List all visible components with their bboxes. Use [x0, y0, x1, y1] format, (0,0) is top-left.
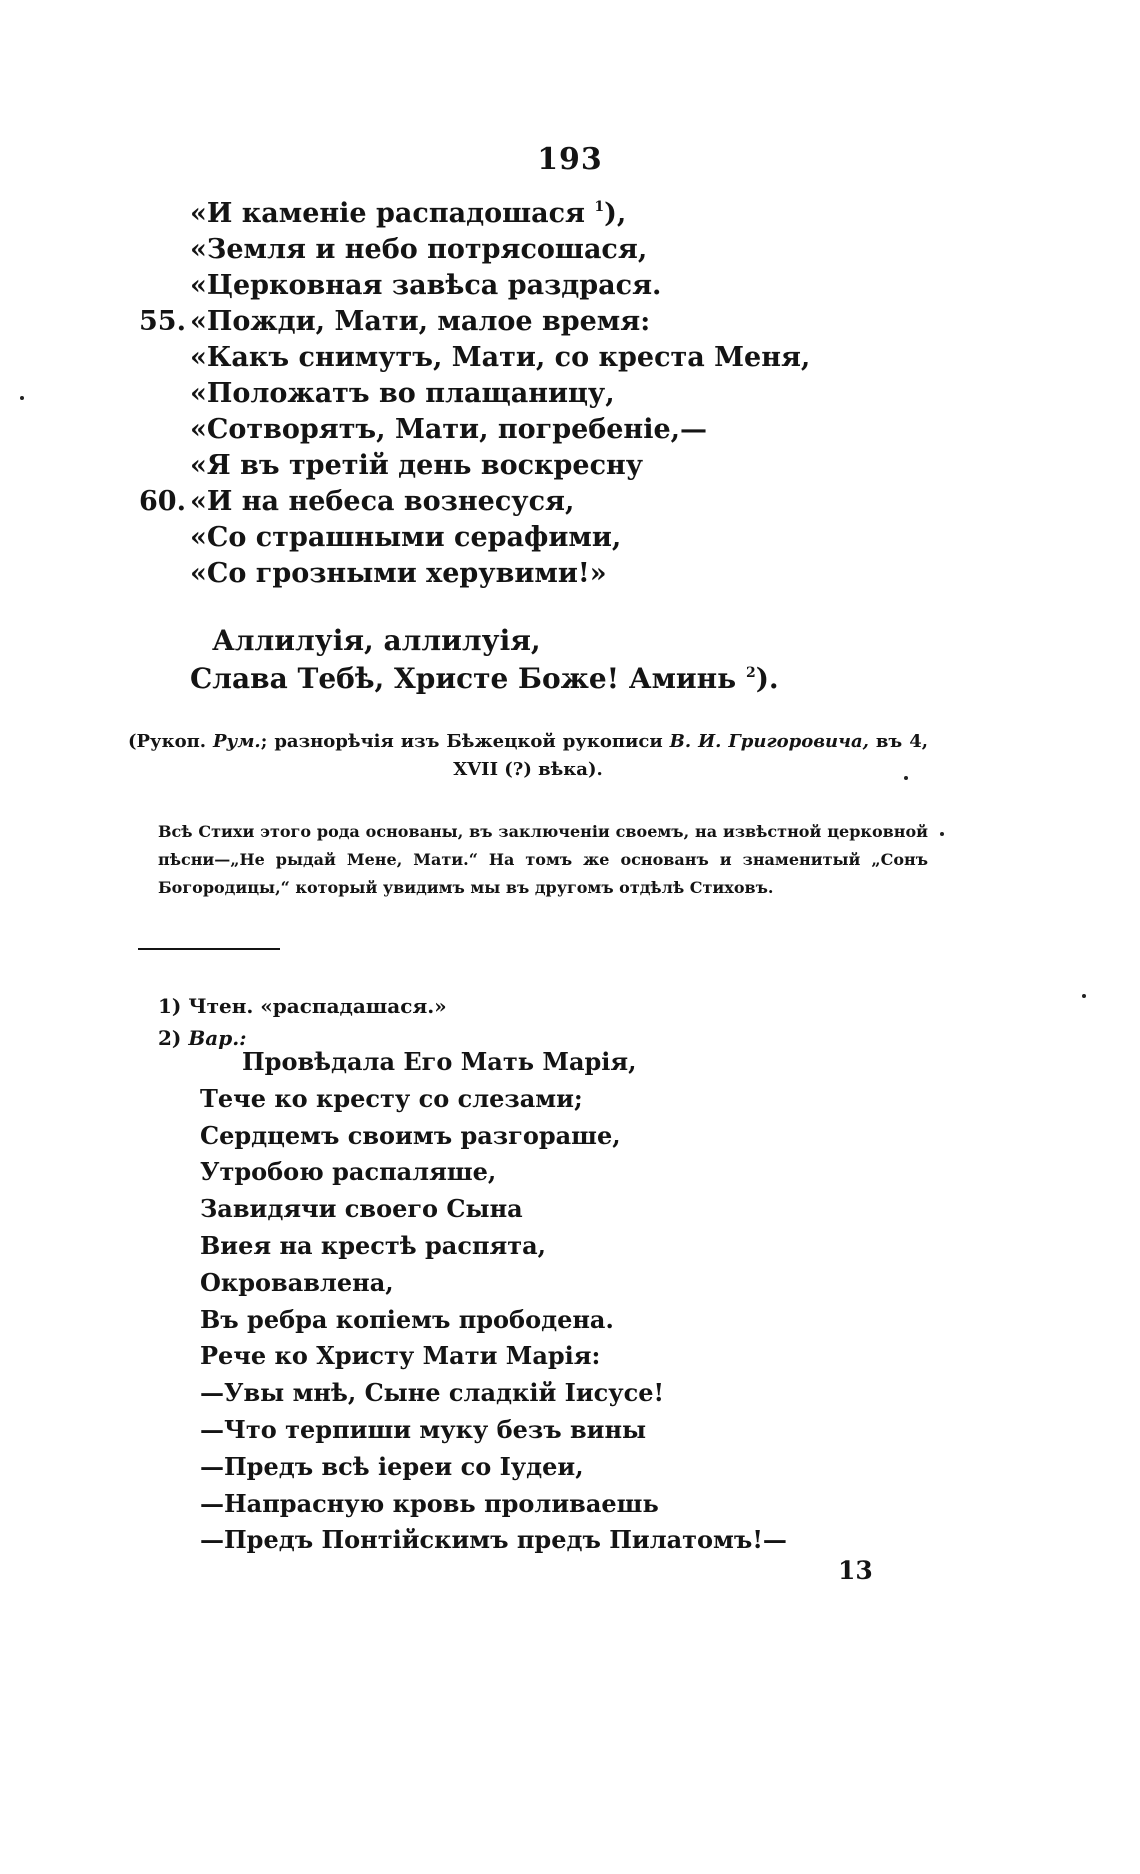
variant-line: Завидячи своего Сына: [200, 1194, 523, 1224]
line-number: 60.: [139, 486, 186, 517]
print-speck: [904, 776, 908, 780]
verse-line: [190, 412, 810, 448]
print-speck: [20, 396, 24, 400]
source-line-1: [128, 728, 928, 756]
print-speck: [940, 832, 944, 836]
source-citation: [128, 728, 928, 784]
verse-line: [190, 340, 810, 376]
variant-verse: [200, 1044, 787, 1559]
variant-line: —Напрасную кровь проливаешь: [200, 1488, 659, 1518]
verse-line: [190, 520, 810, 556]
source-rum: Рум.: [213, 731, 261, 752]
page-number: 193: [537, 142, 603, 177]
source-middle: ; разнорѣчія изъ Бѣжецкой рукописи: [260, 731, 670, 752]
variant-line: Виея на крестѣ распята,: [200, 1230, 547, 1260]
refrain: [190, 622, 779, 698]
source-line-2: XVII (?) вѣка).: [453, 759, 603, 780]
variant-line: —Увы мнѣ, Сыне сладкій Іисусе!: [200, 1378, 665, 1408]
variant-line: —Что терпиши муку безъ вины: [200, 1414, 647, 1444]
variant-line: Провѣдала Его Мать Марія,: [242, 1047, 637, 1076]
footnote-2-mark: 2): [158, 1026, 182, 1050]
line-number: 55.: [139, 306, 186, 337]
verse-line: [190, 268, 810, 304]
verse-line: [190, 376, 810, 412]
verse-text: «Пожди, Мати, малое время:: [190, 306, 651, 337]
footnote-ref-2: 2: [745, 665, 756, 681]
footnote-1-mark: 1): [158, 994, 182, 1018]
footnote-ref: 1: [594, 199, 605, 215]
footnote-1-text: Чтен. «распадашася.»: [188, 994, 447, 1018]
variant-line: Въ ребра копіемъ прободена.: [200, 1304, 614, 1334]
variant-line: —Предъ Понтійскимъ предъ Пилатомъ!—: [200, 1525, 787, 1555]
verse-text: «Какъ снимутъ, Мати, со креста Меня,: [190, 342, 811, 373]
verse-line: [139, 484, 810, 520]
source-author: В. И. Григоровича,: [669, 731, 869, 752]
refrain-line-2: [190, 660, 779, 698]
verse-text: «Я въ третій день воскресну: [190, 450, 644, 481]
footnote-divider: [138, 948, 280, 950]
footnote-2-label: Вар.:: [188, 1026, 247, 1050]
variant-line: Рече ко Христу Мати Марія:: [200, 1341, 601, 1371]
verse-text: «И на небеса вознесуся,: [190, 486, 575, 517]
verse-line: [190, 448, 810, 484]
print-speck: [1082, 994, 1086, 998]
footnote-1: [158, 990, 447, 1022]
verse-line: [190, 232, 810, 268]
variant-line: Тече ко кресту со слезами;: [200, 1083, 583, 1113]
verse-block: [139, 196, 811, 592]
verse-line: [139, 304, 810, 340]
variant-line: Утробою распаляше,: [200, 1157, 497, 1187]
verse-line: [190, 556, 810, 592]
variant-line: —Предъ всѣ іереи со Іудеи,: [200, 1451, 584, 1481]
refrain-line-2-after: ).: [755, 662, 779, 695]
source-suffix: въ 4,: [868, 731, 928, 752]
verse-line: [190, 196, 810, 232]
commentary-paragraph: Всѣ Стихи этого рода основаны, въ заключеніи своемъ, на извѣстной церковной пѣсни—„Не рыдай Мене, Мати.“ На томъ же основанъ и знаменитый „Сонъ Богородицы,“ который увидимъ мы въ другомъ отдѣлѣ Стиховъ.: [158, 822, 928, 897]
refrain-line-2-text: Слава Тебѣ, Христе Боже! Аминь: [190, 662, 746, 695]
verse-text-after: ),: [604, 198, 627, 229]
source-prefix: (Рукоп.: [128, 731, 214, 752]
verse-text: «Со грозными херувими!»: [190, 558, 607, 589]
verse-text: «Церковная завѣса раздрася.: [190, 270, 662, 301]
verse-text: «И каменіе распадошася: [190, 198, 595, 229]
sheet-number: 13: [838, 1556, 873, 1585]
verse-text: «Положатъ во плащаницу,: [190, 378, 615, 409]
verse-text: «Сотворятъ, Мати, погребеніе,—: [190, 414, 708, 445]
variant-line: Окровавлена,: [200, 1267, 394, 1297]
verse-text: «Земля и небо потрясошася,: [190, 234, 648, 265]
verse-text: «Со страшными серафими,: [190, 522, 622, 553]
variant-line: Сердцемъ своимъ разгораше,: [200, 1120, 621, 1150]
refrain-line-1: Аллилуія, аллилуія,: [212, 624, 541, 657]
